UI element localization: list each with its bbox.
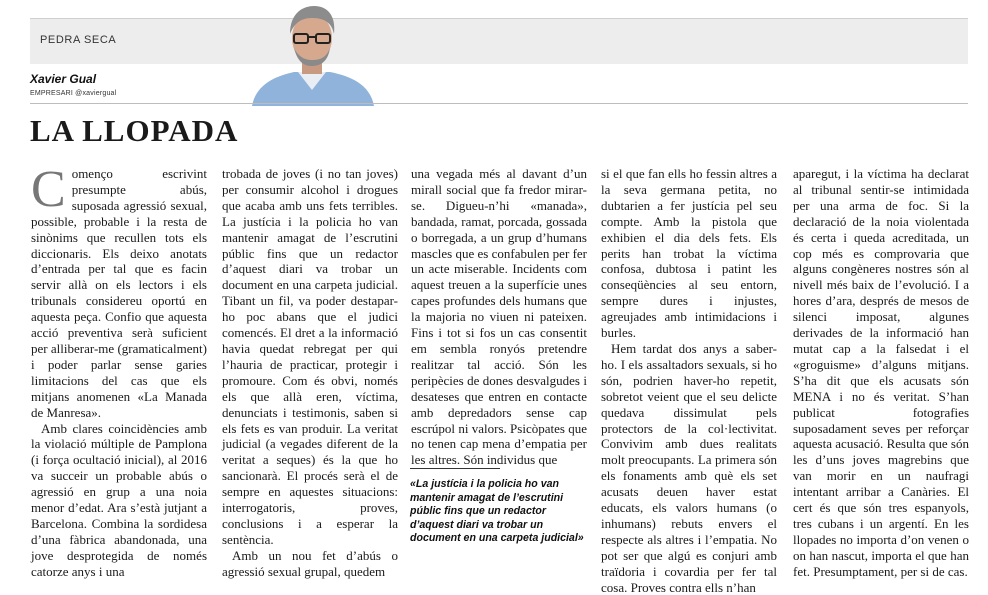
pull-quote-rule	[410, 468, 500, 469]
author-photo	[246, 4, 378, 106]
pull-quote: «La justícia i la policia ho van mantenir amagat de l’escrutini públic fins que un redactor d’aquest diari va trobar un document en una carpeta judicial»	[410, 478, 584, 544]
paragraph-text: omenço escrivint presumpte abús, suposada agressió sexual, possible, probable i la resta de sinònims que recullen tots els diccionaris. Els deixo anotats d’entrada per tal que es facin servir allà on els lectors i els tribunals considereu oportú en aquesta peça. Confio que aquesta acció preventiva serà suficient per alliberar-me (gramaticalment) i poder parlar sense garies limitacions del cas que els mitjans anomenen «La Manada de Manresa».	[31, 166, 207, 420]
paragraph	[31, 161, 207, 421]
section-label: PEDRA SECA	[40, 34, 117, 46]
article-column-2	[222, 166, 398, 579]
author-role: EMPRESARI @xaviergual	[30, 90, 117, 97]
paragraph: trobada de joves (i no tan joves) per consumir alcohol i drogues que acaba amb uns fets terribles. La justícia i la policia ho van mantenir amagat de l’escrutini públic fins que un redactor d’aquest diari va trobar un document en una carpeta judicial. Tibant un fil, va poder destapar-ho poc abans que el judici comencés. El dret a la informació havia quedat rebregat per qui l’hauria de practicar, protegir i promoure. Com és obvi, només els que allà eren, víctima, denunciats i testimonis, saben si els fets es van produir. La veritat judicial (a vegades diferent de la veritat a seques) és la que ho sancionarà. El procés serà el de sempre en aquestes situacions: interrogatoris, proves, conclusions i a esperar la sentència.	[222, 166, 398, 547]
paragraph: Amb clares coincidències amb la violació múltiple de Pamplona (i força ocultació inicial), al 2016 va succeir un probable abús o agressió en grup a una noia menor d’edat. Ara s’està jutjant a Barcelona. Combina la sordidesa d’una fàbrica abandonada, una jove desprotegida de només catorze anys i una	[31, 420, 207, 579]
section-band	[30, 18, 968, 64]
paragraph: aparegut, i la víctima ha declarat al tribunal sentir-se intimidada per una arma de foc. Si la declaració de la noia violentada és certa i queda acreditada, un cop més es comprovaria que alguns congèneres nostres són al nivell més baix de l’evolució. I a hores d’ara, després de mesos de silenci imposat, algunes derivades de la informació han mutat cap a la falsedat i el «groguisme» d’alguns mitjans. S’ha dit que els acusats són MENA i no és veritat. S’han publicat fotografies suposadament seves per reforçar aquesta acusació. Resulta que són les d’uns joves magrebins que van morir en un naufragi intentant arribar a Canàries. El cert és que són tres espanyols, tres cubans i un argentí. En les llopades no importa d’on venen o on han nascut, importa el que han fet. Presumptament, per si de cas.	[793, 166, 969, 579]
article-column-4	[601, 166, 777, 595]
article-column-1	[31, 161, 207, 579]
paragraph: una vegada més al davant d’un mirall social que fa fredor mirar-se. Digueu-n’hi «manada», bandada, ramat, porcada, gossada o borregada, a un grup d’humans mascles que es confabulen per fer un acte miserable. Incidents com aquest treuen a la superfície unes capes profundes dels humans que la majoria no viuen ni pateixen. Fins i tot si fos un cas consentit em sembla ronyós pretendre realitzar tal acció. Són les peripècies de dones desvalgudes i desateses que entren en contacte amb depredadors sense cap escrúpol ni valors. Psicòpates que no tenen cap mena d’empatia per les altres. Són individus que	[411, 166, 587, 468]
headline: LA LLOPADA	[30, 113, 239, 148]
divider	[30, 103, 968, 104]
drop-cap: C	[31, 161, 66, 218]
article-column-5	[793, 166, 969, 579]
paragraph: Hem tardat dos anys a saber-ho. I els assaltadors sexuals, si ho són, podrien haver-ho repetit, sobretot veient que el seu delicte quedava dissimulat pels protectors de la col·lectivitat. Convivim amb dues realitats molt preocupants. La primera són els fonaments amb què els set acusats deuen haver estat educats, els valors humans (o inhumans) rebuts envers el respecte als altres i l’empatia. No pot ser que algú es conjuri amb traïdoria i covardia per fer tal cosa. Proves contra ells n’han	[601, 340, 777, 595]
paragraph: Amb un nou fet d’abús o agressió sexual grupal, quedem	[222, 547, 398, 579]
column-body	[411, 166, 587, 470]
paragraph: si el que fan ells ho fessin altres a la seva germana petita, no dubtarien a fer justícia pel seu compte. Amb la pistola que exhibien el dia dels fets. Els perits han trobat la víctima confosa, dubtosa i patint les conseqüències al seu entorn, sempre dures i injustes, agreujades amb intimidacions i burles.	[601, 166, 777, 341]
author-name: Xavier Gual	[30, 72, 97, 86]
